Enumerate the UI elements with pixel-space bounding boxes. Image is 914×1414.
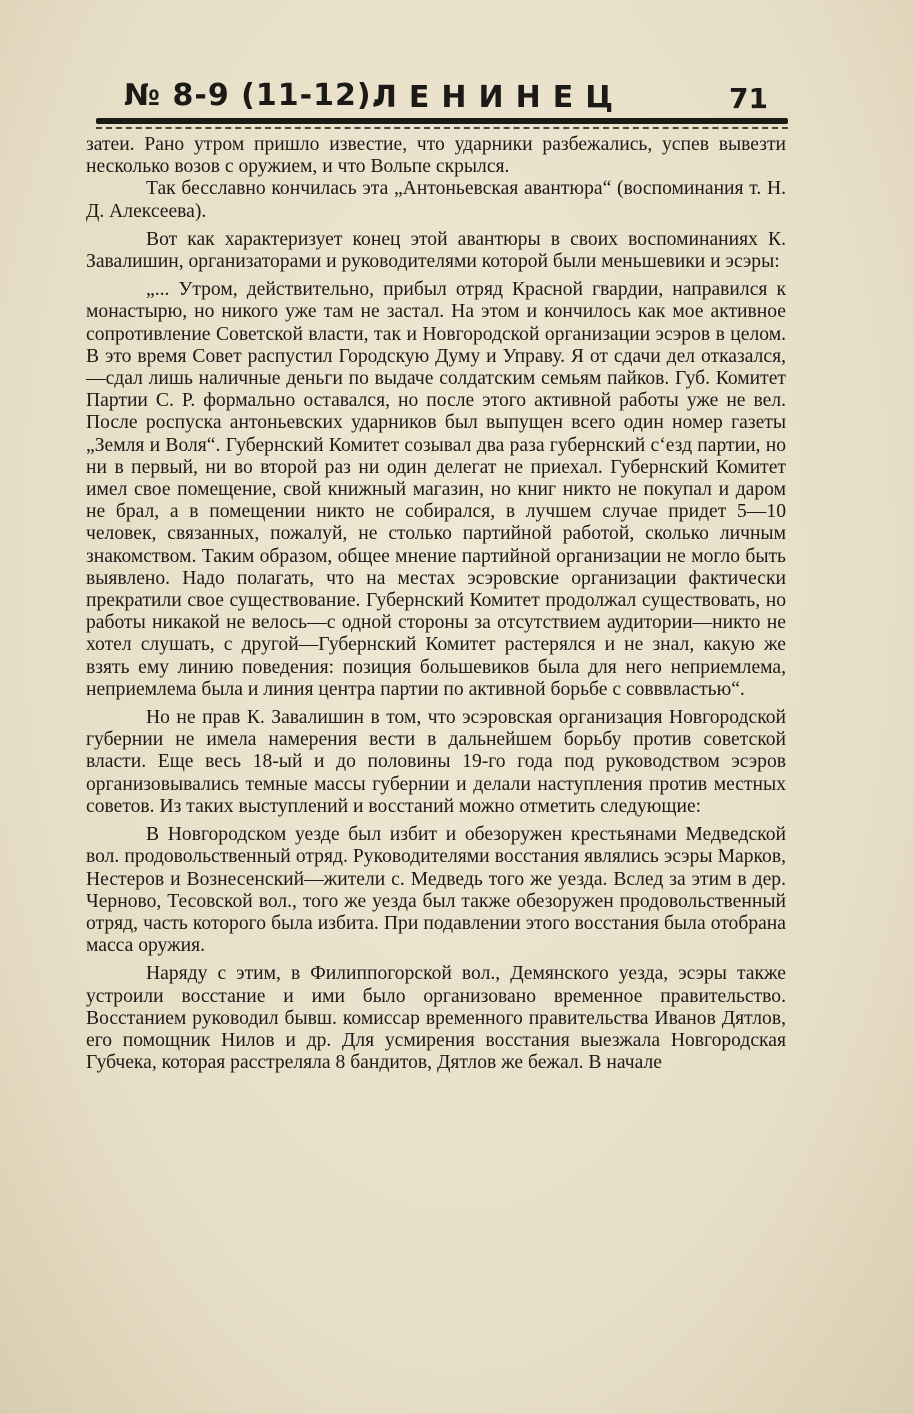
quote-paragraph: „... Утром, действительно, прибыл отряд Красной гвардии, направился к монастырю, но никого уже там не застал. На этом и кончилось как мое активное сопротивление Советской власти, так и Новгородской организации эсэров в целом. В это время Совет распустил Городскую Думу и Управу. Я от сдачи дел отказался,—сдал лишь наличные деньги по выдаче солдатским семьям пайков. Губ. Комитет Партии С. Р. формально оставался, но после этого активной работы уже не вел. После роспуска антоньевских ударников был выпущен всего один номер газеты „Земля и Воля“. Губернский Комитет созывал два раза губернский с‘езд партии, но ни в первый, ни во второй раз ни один делегат не приехал. Губернский Комитет имел свое помещение, свой книжный магазин, но книг никто не покупал и даром не брал, а в помещении никто не собирался, в лучшем случае придет 5—10 человек, связанных, пожалуй, не столько партийной работой, сколько личным знакомством. Таким образом, общее мнение партийной организации не могло быть выявлено. Надо полагать, что на местах эсэровские организации фактически прекратили свое существование. Губернский Комитет продолжал существовать, но работы никакой не велось—с одной стороны за отсутствием аудитории—никто не хотел слушать, с другой—Губернский Комитет растерялся и не знал, какую же взять ему линию поведения: позиция большевиков была для него неприемлема, неприемлема была и линия центра партии по активной борьбе с совввластью“. [86,279,786,700]
paragraph-continuation: затеи. Рано утром пришло известие, что ударники разбежались, успев вывезти несколько возов с оружием, и что Вольпе скрылся. [86,134,786,178]
header-rule-dashed [96,127,788,129]
paragraph: Наряду с этим, в Филиппогорской вол., Демянского уезда, эсэры также устроили восстание и ими было организовано временное правительство. Восстанием руководил бывш. комиссар временного правительства Иванов Дятлов, его помощник Нилов и др. Для усмирения восстания выезжала Новгородская Губчека, которая расстреляла 8 бандитов, Дятлов же бежал. В начале [86,963,786,1074]
issue-number: № 8-9 (11-12). [124,78,384,113]
header-rule [96,118,788,124]
paragraph: Так бесславно кончилась эта „Антоньевская авантюра“ (воспоминания т. Н. Д. Алексеева). [86,178,786,222]
paragraph: Но не прав К. Завалишин в том, что эсэровская организация Новгородской губернии не имела намерения вести в дальнейшем борьбу против советской власти. Еще весь 18-ый и до половины 19-го года под руководством эсэров организовывались темные массы губернии и делали наступления против местных советов. Из таких выступлений и восстаний можно отметить следующие: [86,707,786,817]
paragraph: В Новгородском уезде был избит и обезоружен крестьянами Медведской вол. продовольственный отряд. Руководителями восстания являлись эсэры Марков, Нестеров и Вознесенский—жители с. Медведь того же уезда. Вслед за этим в дер. Черново, Тесовской вол., того же уезда был также обезоружен продовольственный отряд, часть которого была избита. При подавлении этого восстания была отобрана масса оружия. [86,824,786,957]
page-number: 71 [729,82,768,115]
paragraph: Вот как характеризует конец этой авантюры в своих воспоминаниях К. Завалишин, организаторами и руководителями которой были меньшевики и эсэры: [86,228,786,273]
article-body [86,134,786,1074]
page-header [100,72,790,118]
journal-title: ЛЕНИНЕЦ [372,80,626,115]
